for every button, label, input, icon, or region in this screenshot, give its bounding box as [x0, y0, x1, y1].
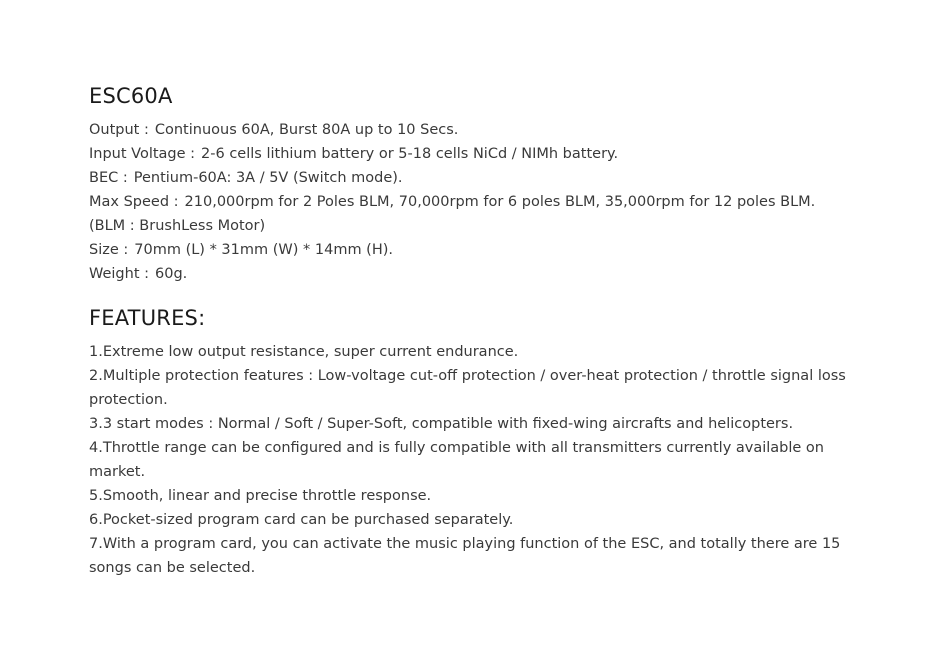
spec-label: Output : — [89, 122, 149, 138]
spec-bec — [89, 166, 869, 190]
spec-output — [89, 118, 869, 142]
spec-value: 210,000rpm for 2 Poles BLM, 70,000rpm for 6 poles BLM, 35,000rpm for 12 poles BLM. — [184, 194, 816, 210]
feature-item: 7.With a program card, you can activate the music playing function of the ESC, and totally there are 15 songs can be selected. — [89, 536, 841, 576]
spec-value: Pentium-60A: 3A / 5V (Switch mode). — [133, 170, 403, 186]
spec-value: Continuous 60A, Burst 80A up to 10 Secs. — [154, 122, 459, 138]
feature-item: 5.Smooth, linear and precise throttle response. — [89, 488, 432, 504]
product-description — [89, 82, 869, 580]
spec-list — [89, 118, 869, 286]
spec-weight — [89, 262, 869, 286]
product-title: ESC60A — [89, 84, 173, 108]
feature-item: 3.3 start modes : Normal / Soft / Super-Soft, compatible with fixed-wing aircrafts and helicopters. — [89, 416, 794, 432]
feature-item: 4.Throttle range can be configured and is fully compatible with all transmitters currently available on market. — [89, 440, 824, 480]
spec-label: Max Speed : — [89, 194, 179, 210]
spec-value: 60g. — [155, 266, 188, 282]
spec-max-speed — [89, 190, 869, 214]
spec-label: Input Voltage : — [89, 146, 196, 162]
feature-item: 1.Extreme low output resistance, super current endurance. — [89, 344, 519, 360]
spec-label: Weight : — [89, 266, 150, 282]
feature-item: 6.Pocket-sized program card can be purchased separately. — [89, 512, 514, 528]
blm-note: (BLM : BrushLess Motor) — [89, 218, 266, 234]
spec-value: 2-6 cells lithium battery or 5-18 cells NiCd / NIMh battery. — [201, 146, 619, 162]
spec-value: 70mm (L) * 31mm (W) * 14mm (H). — [134, 242, 393, 258]
spec-label: Size : — [89, 242, 129, 258]
spec-size — [89, 238, 869, 262]
feature-item: 2.Multiple protection features : Low-voltage cut-off protection / over-heat protection / throttle signal loss protection. — [89, 368, 846, 408]
features-heading: FEATURES: — [89, 306, 206, 330]
spec-label: BEC : — [89, 170, 128, 186]
spec-input-voltage — [89, 142, 869, 166]
features-list — [89, 340, 869, 580]
